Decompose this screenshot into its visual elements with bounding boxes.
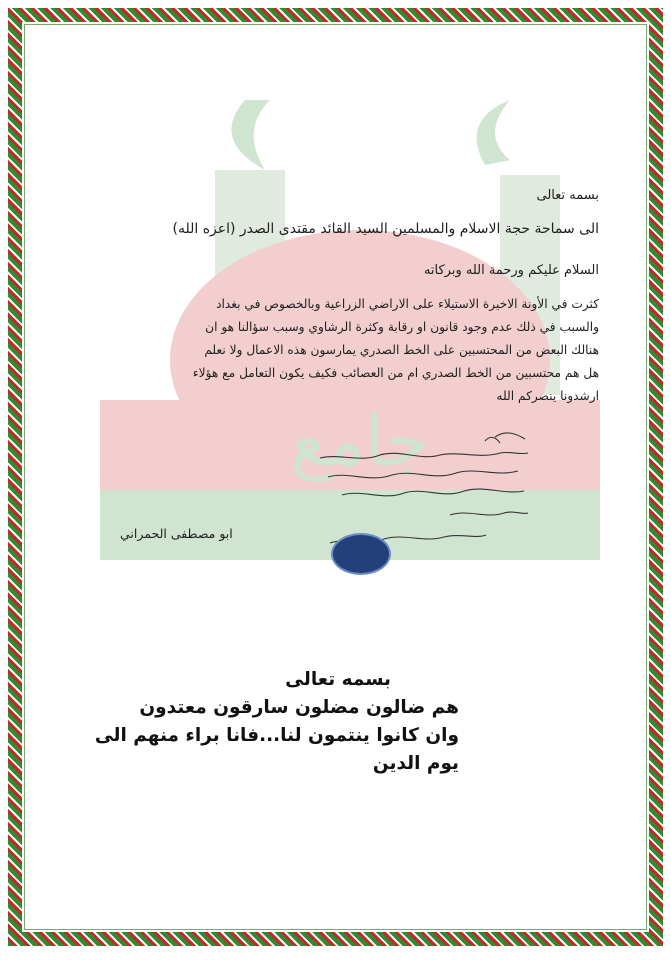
letter-body [64,293,599,408]
letter-basmala: بسمه تعالى [536,188,599,203]
typed-answer [59,666,459,778]
letter-body-line: والسبب في ذلك عدم وجود قانون او رقابة وكثرة الرشاوي وسبب سؤالنا هو ان [205,320,599,334]
typed-answer-line: هم ضالون مضلون سارقون معتدون [139,697,459,718]
seal-stamp [331,533,391,575]
signer-name: ابو مصطفى الحمراني [120,526,233,541]
letter-body-line: كثرت في الأونة الاخيرة الاستيلاء على الاراضي الزراعية وبالخصوص في بغداد [216,297,599,311]
letter-body-line: هل هم محتسبين من الخط الصدري ام من العصائب فكيف يكون التعامل مع هؤلاء [192,366,599,380]
letter-body-line: ارشدونا ينصركم الله [496,389,599,403]
typed-answer-line: بسمه تعالى [285,669,391,690]
typed-answer-line: يوم الدين [372,753,459,774]
letter-address: الى سماحة حجة الاسلام والمسلمين السيد القائد مقتدى الصدر (اعزه الله) [172,221,599,237]
svg-text:جامع: جامع [290,400,430,482]
letter-body-line: هنالك البعض من المحتسبين على الخط الصدري يمارسون هذه الاعمال ولا نعلم [204,343,599,357]
letter-greeting: السلام عليكم ورحمة الله وبركاته [423,263,599,278]
typed-answer-line: وان كانوا ينتمون لنا...فانا براء منهم الى [94,725,459,746]
